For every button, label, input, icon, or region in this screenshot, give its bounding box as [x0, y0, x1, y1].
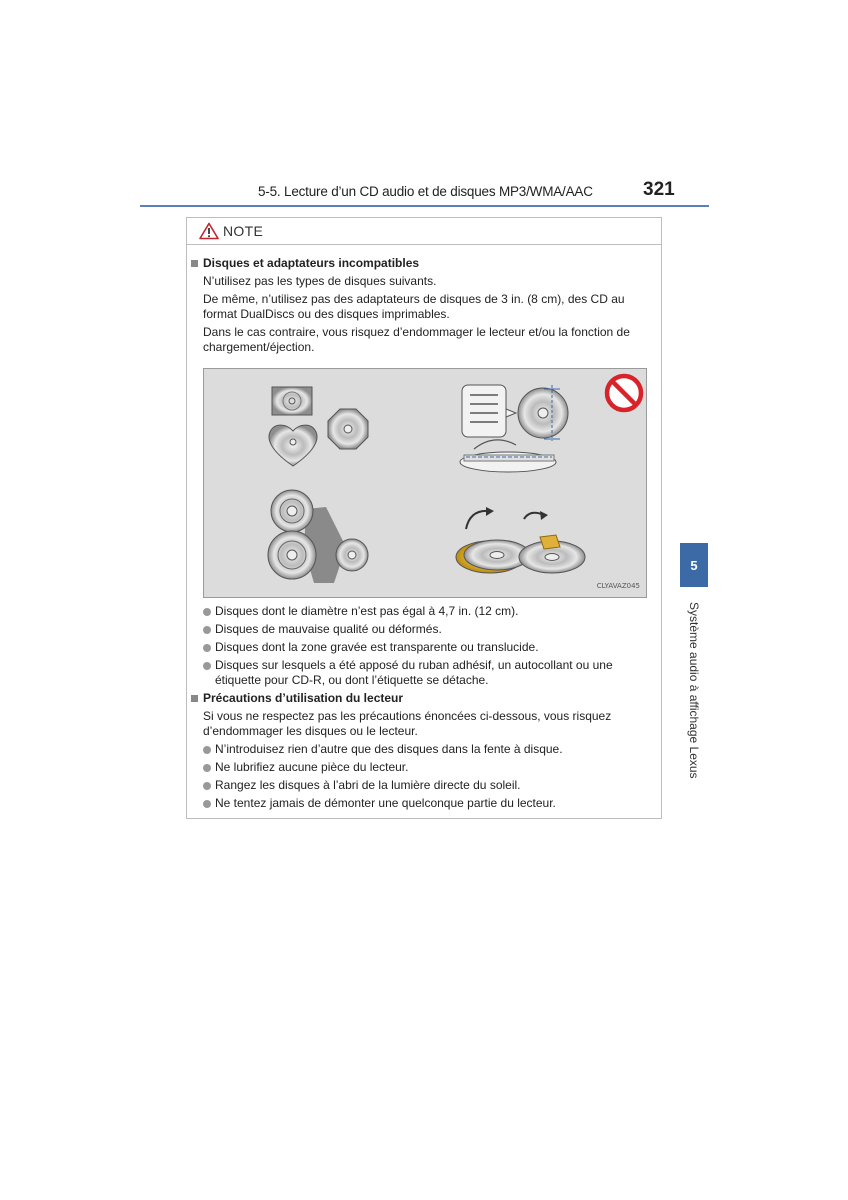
list-item-text: N’introduisez rien d’autre que des disques dans la fente à disque.	[215, 742, 563, 756]
chapter-side-label	[680, 602, 708, 792]
list-item	[191, 796, 657, 811]
heart-disc-icon	[269, 425, 317, 466]
round-bullet-icon	[203, 626, 211, 634]
round-bullet-icon	[203, 764, 211, 772]
incompatible-discs-illustration	[203, 368, 647, 598]
square-disc-icon	[272, 387, 312, 415]
figure-code: CLYAVAZ045	[596, 582, 640, 590]
paragraph: Dans le cas contraire, vous risquez d’endommager le lecteur et/ou la fonction de chargement/éjection.	[203, 325, 630, 354]
paragraph: De même, n’utilisez pas des adaptateurs de disques de 3 in. (8 cm), des CD au format DualDiscs ou des disques imprimables.	[203, 292, 625, 321]
warning-triangle-icon	[199, 222, 219, 240]
page-number: 321	[643, 179, 675, 200]
list-item-text: Disques de mauvaise qualité ou déformés.	[215, 622, 442, 636]
note-title: NOTE	[223, 223, 264, 239]
list-item-text: Rangez les disques à l’abri de la lumière directe du soleil.	[215, 778, 521, 792]
peeling-label-disc-icon	[456, 507, 585, 573]
adapter-discs-icon	[268, 490, 368, 583]
round-bullet-icon	[203, 608, 211, 616]
paragraph: Si vous ne respectez pas les précautions énoncées ci-dessous, vous risquez d’endommager les disques ou le lecteur.	[203, 709, 612, 738]
paragraph: N’utilisez pas les types de disques suivants.	[203, 274, 437, 288]
list-item	[191, 622, 657, 637]
chapter-tab[interactable]: 5	[680, 543, 708, 587]
list-item-text: Disques sur lesquels a été apposé du ruban adhésif, un autocollant ou une étiquette pour CD-R, ou dont l’étiquette se détache.	[215, 658, 613, 687]
section-heading	[191, 256, 657, 271]
round-bullet-icon	[203, 662, 211, 670]
section-heading	[191, 691, 657, 706]
section-heading-text: Disques et adaptateurs incompatibles	[203, 256, 420, 270]
running-header: 5-5. Lecture d’un CD audio et de disques MP3/WMA/AAC	[258, 184, 593, 199]
list-item-text: Disques dont le diamètre n’est pas égal à 4,7 in. (12 cm).	[215, 604, 519, 618]
prohibited-icon	[607, 376, 641, 410]
list-item	[191, 778, 657, 793]
round-bullet-icon	[203, 644, 211, 652]
note-box	[186, 217, 662, 819]
list-item	[191, 658, 657, 688]
list-item	[191, 742, 657, 757]
list-item	[191, 760, 657, 775]
round-bullet-icon	[203, 782, 211, 790]
square-bullet-icon	[191, 260, 198, 267]
dualdisc-icon	[460, 385, 568, 472]
header-rule	[140, 205, 709, 207]
round-bullet-icon	[203, 800, 211, 808]
list-item-text: Ne tentez jamais de démonter une quelconque partie du lecteur.	[215, 796, 556, 810]
round-bullet-icon	[203, 746, 211, 754]
note-header	[187, 218, 661, 245]
list-item-text: Ne lubrifiez aucune pièce du lecteur.	[215, 760, 409, 774]
section-heading-text: Précautions d’utilisation du lecteur	[203, 691, 404, 705]
square-bullet-icon	[191, 695, 198, 702]
octagon-disc-icon	[328, 409, 368, 449]
list-item-text: Disques dont la zone gravée est transparente ou translucide.	[215, 640, 539, 654]
note-content	[191, 256, 657, 814]
list-item	[191, 604, 657, 619]
chapter-side-label-text: Système audio à affichage Lexus	[687, 602, 701, 779]
list-item	[191, 640, 657, 655]
